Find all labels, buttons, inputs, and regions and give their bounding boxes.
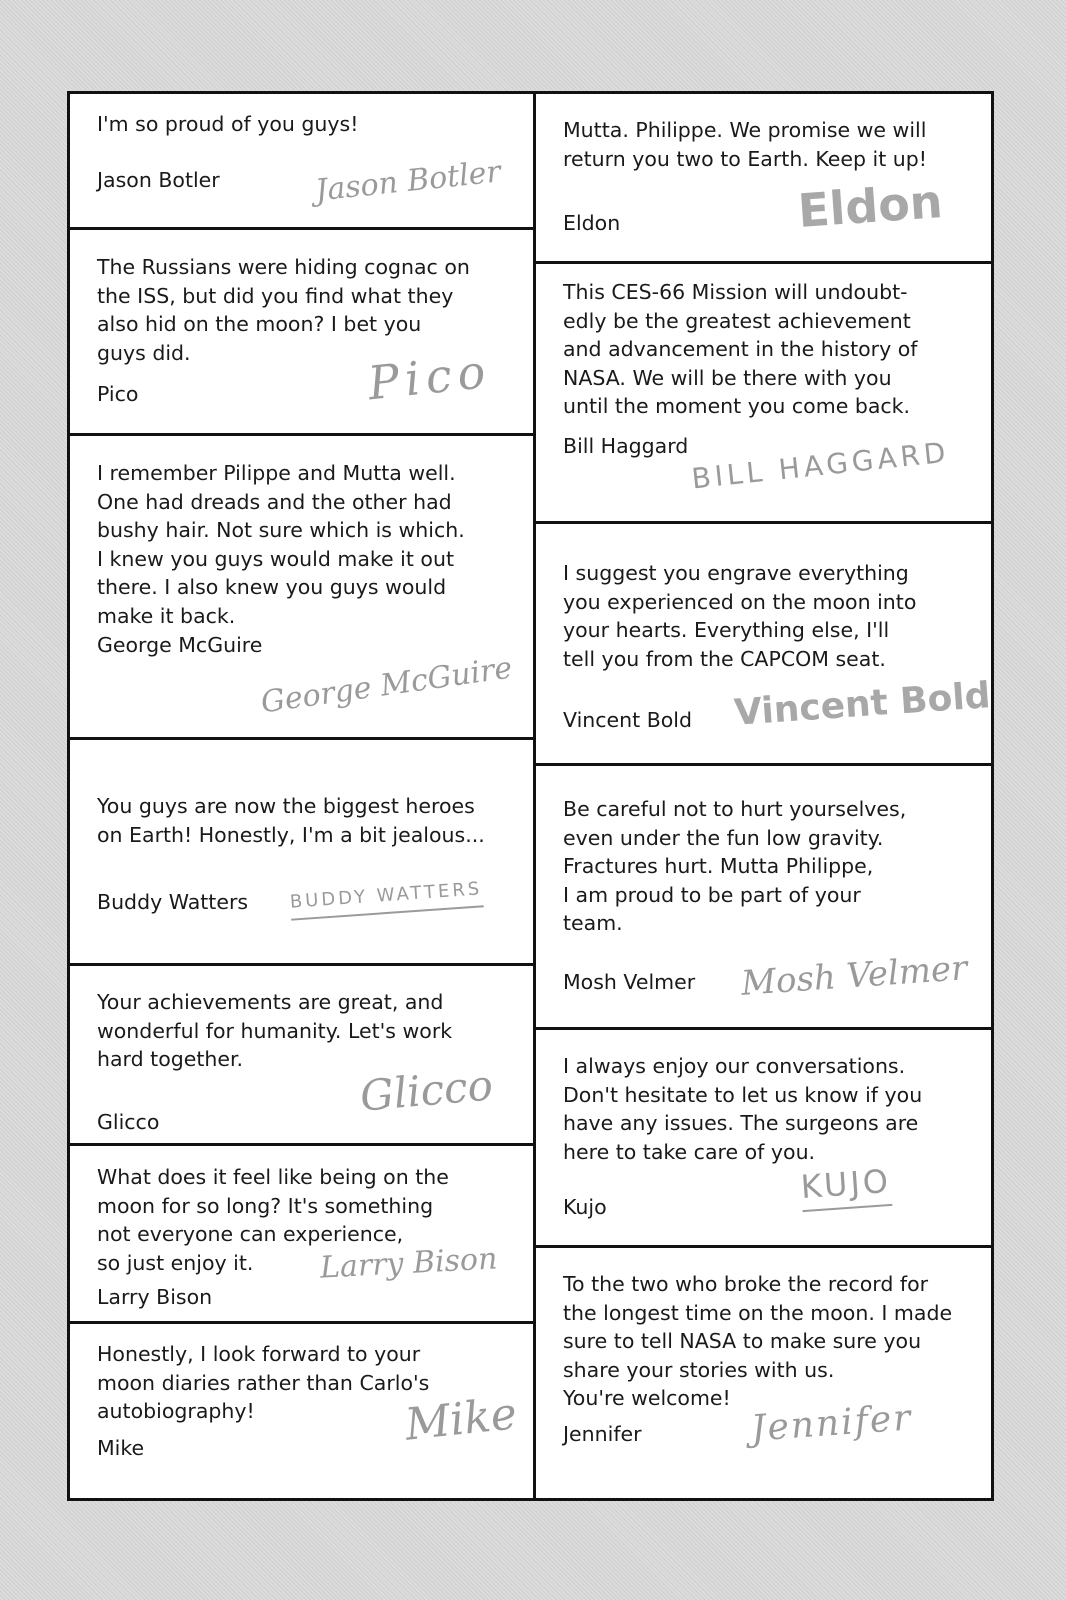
- author-name: Pico: [97, 382, 139, 406]
- author-name: Buddy Watters: [97, 890, 249, 914]
- message-text: To the two who broke the record for the longest time on the moon. I made sure to tell NASA to make sure you share your stories with us. You're welcome!: [563, 1272, 953, 1410]
- author-signature: George McGuire: [258, 650, 515, 721]
- message-card: [536, 1030, 991, 1248]
- author-signature: Mosh Velmer: [739, 948, 969, 1004]
- message-card: [70, 1324, 533, 1501]
- message-card: [70, 966, 533, 1146]
- message-text: I remember Pilippe and Mutta well. One had dreads and the other had bushy hair. Not sure which is which. I knew you guys would make it out there. I also knew you guys would make it back.: [97, 461, 465, 628]
- message-text: What does it feel like being on the moon for so long? It's something not everyone can experience, so just enjoy it.: [97, 1165, 449, 1275]
- message-card: [536, 1248, 991, 1501]
- message-card: [70, 740, 533, 966]
- author-signature: Mike: [402, 1388, 520, 1451]
- message-text: The Russians were hiding cognac on the ISS, but did you find what they also hid on the moon? I bet you guys did.: [97, 255, 470, 365]
- message-card: [536, 766, 991, 1030]
- author-name: Mike: [97, 1436, 145, 1460]
- author-signature: BUDDY WATTERS: [289, 878, 483, 920]
- message-text: I'm so proud of you guys!: [97, 112, 359, 136]
- left-column: [70, 94, 533, 1498]
- author-signature: Pico: [365, 343, 494, 411]
- author-name: Mosh Velmer: [563, 970, 696, 994]
- author-signature: Jennifer: [749, 1397, 914, 1450]
- author-name: Kujo: [563, 1195, 607, 1219]
- right-column: [533, 94, 991, 1498]
- author-name: George McGuire: [97, 633, 263, 657]
- message-text: Be careful not to hurt yourselves, even under the fun low gravity. Fractures hurt. Mutta Philippe, I am proud to be part of your team.: [563, 797, 907, 935]
- author-signature: Eldon: [796, 174, 945, 238]
- message-card: [70, 94, 533, 230]
- message-text: I always enjoy our conversations. Don't hesitate to let us know if you have any issues. The surgeons are here to take care of you.: [563, 1054, 923, 1164]
- message-text: This CES-66 Mission will undoubt- edly be the greatest achievement and advancement in the history of NASA. We will be there with you until the moment you come back.: [563, 280, 918, 418]
- author-signature: Jason Botler: [313, 154, 503, 209]
- message-card: [536, 94, 991, 264]
- message-card: [70, 1146, 533, 1324]
- message-card: [536, 264, 991, 524]
- message-text: Your achievements are great, and wonderful for humanity. Let's work hard together.: [97, 990, 453, 1071]
- author-name: Vincent Bold: [563, 708, 693, 732]
- author-signature: BILL HAGGARD: [689, 435, 951, 496]
- message-card: [70, 230, 533, 436]
- author-signature: Glicco: [358, 1060, 495, 1121]
- author-signature: Larry Bison: [319, 1241, 499, 1286]
- author-name: Jennifer: [563, 1422, 642, 1446]
- message-card: [70, 436, 533, 740]
- author-name: Eldon: [563, 211, 621, 235]
- message-text: Honestly, I look forward to your moon diaries rather than Carlo's autobiography!: [97, 1342, 430, 1423]
- message-text: I suggest you engrave everything you experienced on the moon into your hearts. Everything else, I'll tell you from the CAPCOM seat.: [563, 561, 917, 671]
- author-name: Jason Botler: [97, 168, 220, 192]
- author-name: Bill Haggard: [563, 434, 689, 458]
- author-name: Glicco: [97, 1110, 160, 1134]
- message-board: [67, 91, 994, 1501]
- message-text: You guys are now the biggest heroes on Earth! Honestly, I'm a bit jealous...: [97, 794, 485, 847]
- message-card: [536, 524, 991, 766]
- author-signature: Vincent Bold: [732, 675, 992, 734]
- author-name: Larry Bison: [97, 1285, 213, 1309]
- author-signature: KUJO: [800, 1162, 893, 1212]
- message-text: Mutta. Philippe. We promise we will return you two to Earth. Keep it up!: [563, 118, 927, 171]
